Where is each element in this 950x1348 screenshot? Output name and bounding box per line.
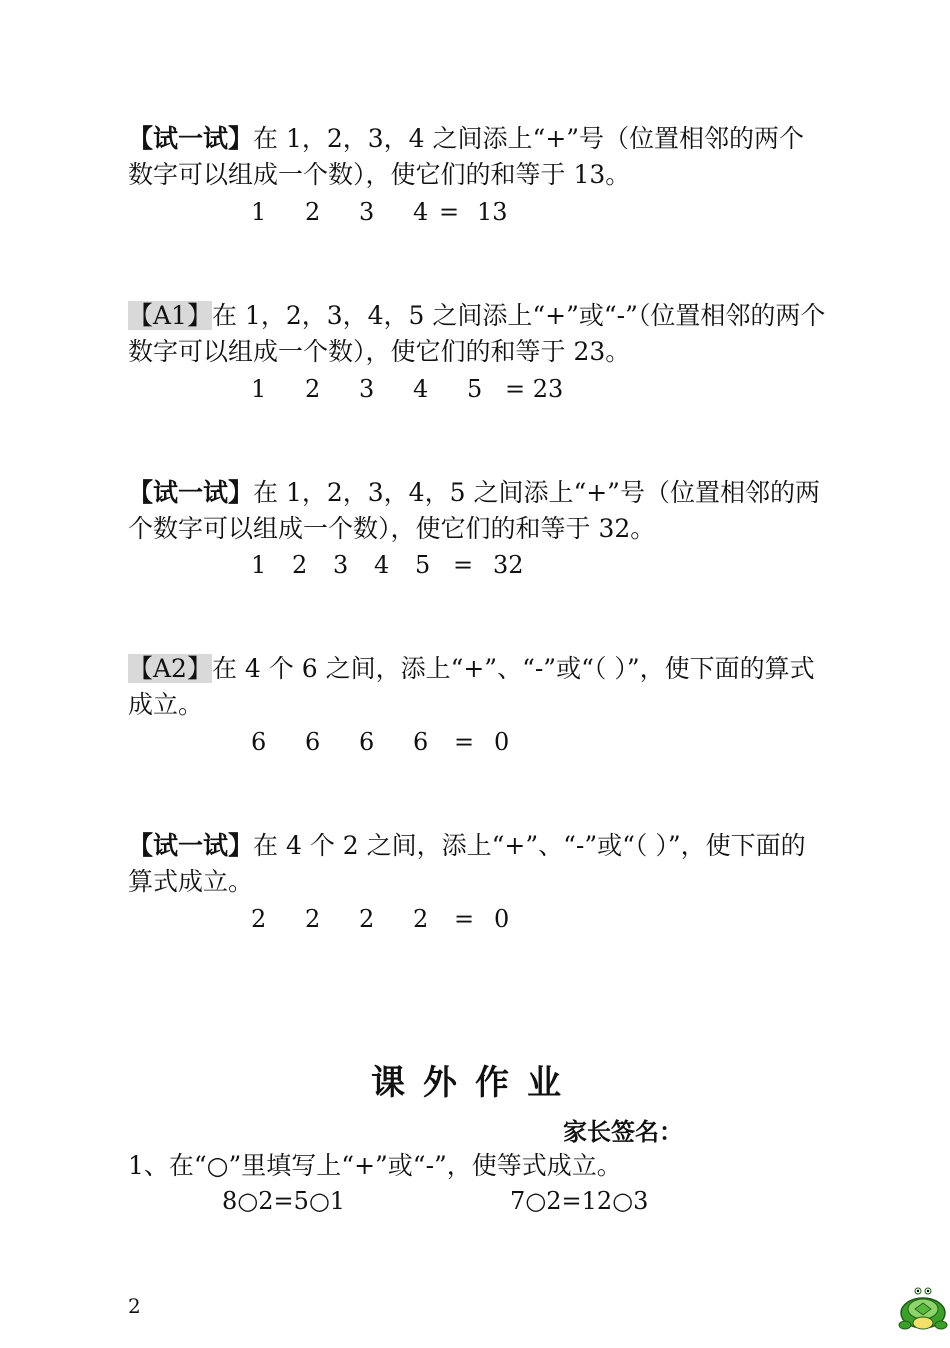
- equation-term: 6: [305, 728, 321, 756]
- problem-2-text: [128, 298, 828, 370]
- problem-1-equation: [251, 197, 508, 227]
- problem-3-equation: [251, 550, 524, 580]
- equation-term: 13: [477, 198, 508, 226]
- problem-5-text: [128, 828, 828, 900]
- problem-3-text: [128, 475, 828, 547]
- equation-term: 2: [251, 905, 267, 933]
- problem-1-tag: 【试一试】: [128, 124, 254, 153]
- problem-4-text: [128, 651, 828, 723]
- equation-term: 4: [413, 198, 429, 226]
- equation-term: 4: [374, 551, 390, 579]
- turtle-icon: [896, 1283, 950, 1333]
- equation-term: 5: [467, 375, 483, 403]
- equation-term: 1: [251, 551, 267, 579]
- equation-term: =: [453, 551, 474, 579]
- equation-term: 0: [494, 728, 510, 756]
- problem-4-body: 在 4 个 6 之间，添上“+”、“-”或“（ ）”，使下面的算式成立。: [128, 654, 815, 719]
- equation-term: 3: [333, 551, 349, 579]
- equation-term: 6: [413, 728, 429, 756]
- equation-term: 6: [359, 728, 375, 756]
- equation-term: 6: [251, 728, 267, 756]
- equation-term: 32: [493, 551, 524, 579]
- equation-term: 2: [292, 551, 308, 579]
- problem-4-tag: 【A2】: [128, 654, 212, 683]
- problem-2-equation: [251, 374, 563, 404]
- equation-term: =: [454, 728, 475, 756]
- equation-term: 3: [359, 375, 375, 403]
- equation-term: 2: [359, 905, 375, 933]
- equation-term: 2: [413, 905, 429, 933]
- equation-term: 0: [494, 905, 510, 933]
- equation-term: 3: [359, 198, 375, 226]
- problem-3-body: 在 1，2，3，4，5 之间添上“+”号（位置相邻的两个数字可以组成一个数），使它们的和等于 32。: [128, 478, 820, 543]
- equation-term: 1: [251, 198, 267, 226]
- problem-5-body: 在 4 个 2 之间，添上“+”、“-”或“（ ）”，使下面的算式成立。: [128, 831, 806, 896]
- homework-question-1: 1、在“○”里填写上“+”或“-”，使等式成立。: [128, 1151, 622, 1180]
- equation-term: 4: [413, 375, 429, 403]
- problem-1-body: 在 1，2，3，4 之间添上“+”号（位置相邻的两个数字可以组成一个数），使它们的和等于 13。: [128, 124, 805, 189]
- equation-term: = 23: [505, 375, 564, 403]
- homework-equation-1: 8○2=5○1: [222, 1187, 346, 1215]
- problem-1-text: [128, 121, 828, 193]
- equation-term: 1: [251, 375, 267, 403]
- problem-5-tag: 【试一试】: [128, 831, 254, 860]
- problem-4-equation: [251, 727, 509, 757]
- equation-term: 2: [305, 905, 321, 933]
- equation-term: 2: [305, 198, 321, 226]
- homework-equation-2: 7○2=12○3: [510, 1187, 649, 1215]
- page-number: 2: [128, 1294, 141, 1318]
- problem-5-equation: [251, 904, 509, 934]
- parent-signature-label: 家长签名：: [563, 1118, 683, 1146]
- problem-2-tag: 【A1】: [128, 301, 212, 330]
- problem-3-tag: 【试一试】: [128, 478, 254, 507]
- homework-title: 课外作业: [371, 1063, 579, 1103]
- equation-term: 2: [305, 375, 321, 403]
- equation-term: 5: [415, 551, 431, 579]
- equation-term: =: [439, 198, 460, 226]
- problem-2-body: 在 1，2，3，4，5 之间添上“+”或“-”（位置相邻的两个数字可以组成一个数），使它们的和等于 23。: [128, 301, 826, 366]
- equation-term: =: [454, 905, 475, 933]
